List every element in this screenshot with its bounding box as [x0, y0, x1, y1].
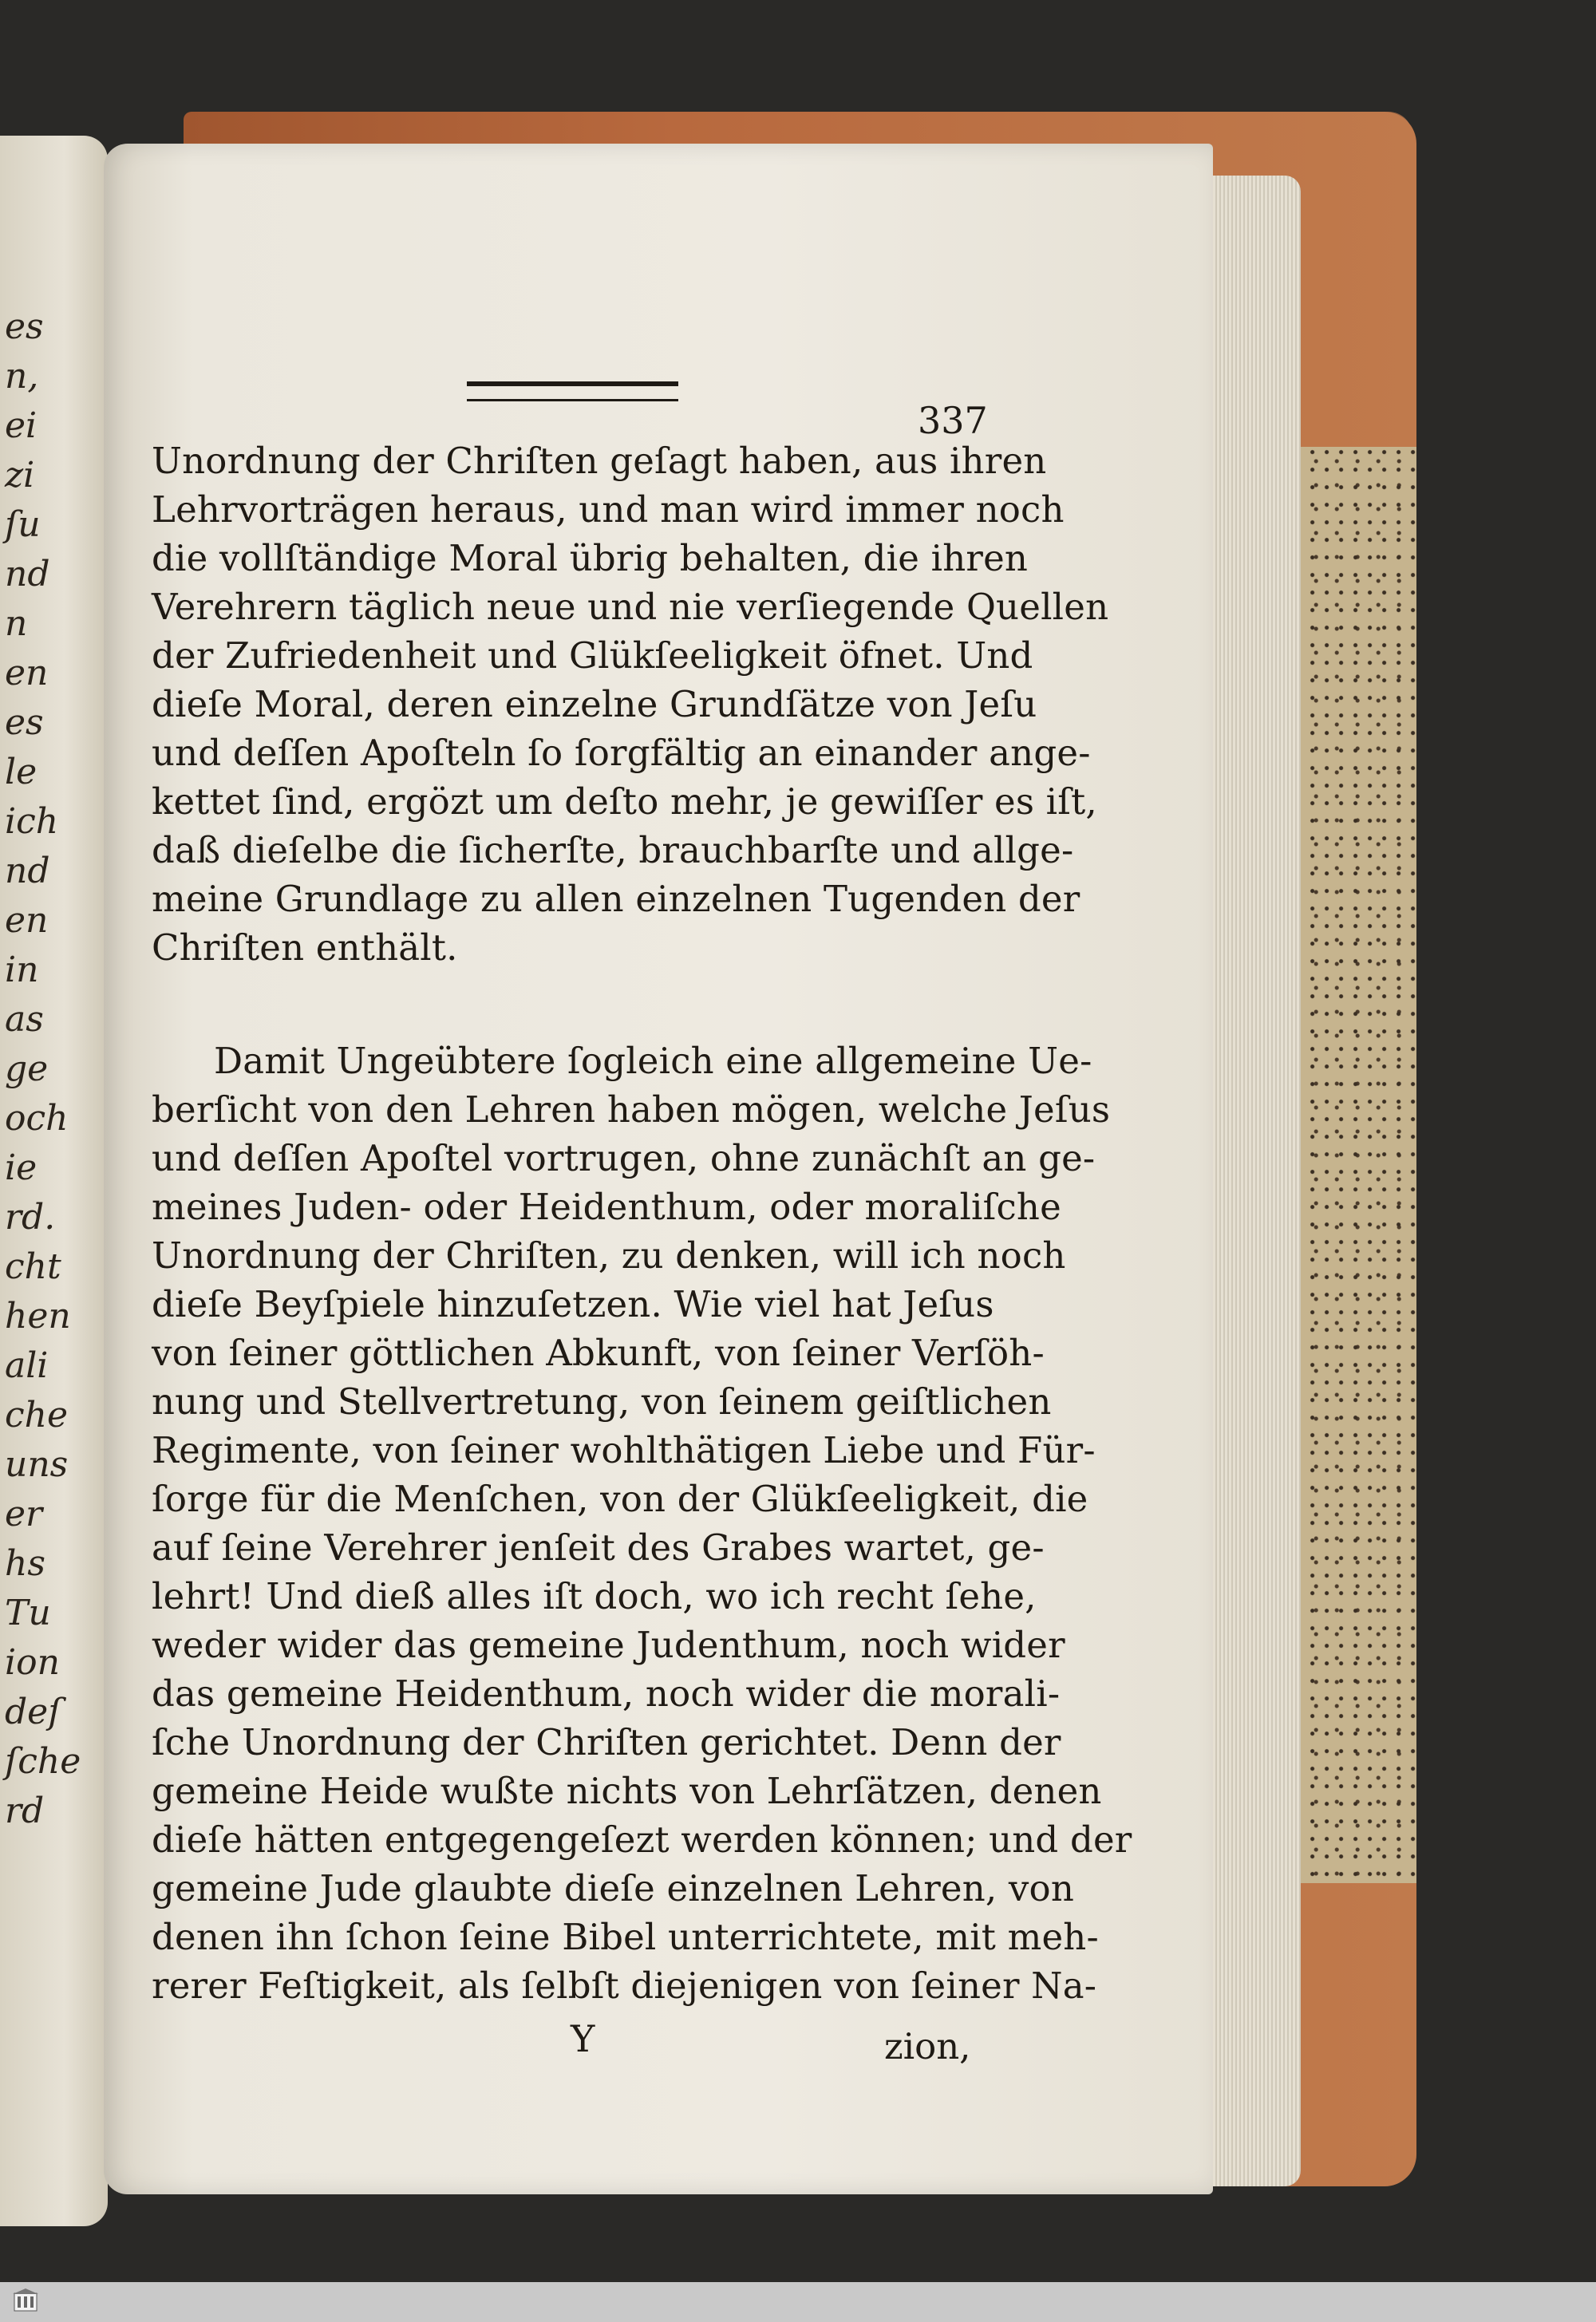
text-line: meines Juden- oder Heidenthum, oder moraliſche [152, 1186, 1061, 1228]
text-line: nung und Stellvertretung, von ſeinem geiſtlichen [152, 1380, 1052, 1423]
text-line: das gemeine Heidenthum, noch wider die morali- [152, 1672, 1061, 1715]
text-line: gemeine Jude glaubte dieſe einzelnen Lehren, von [152, 1867, 1075, 1909]
previous-page-fragment: ſche [5, 1741, 81, 1782]
previous-page-fragment: er [5, 1494, 43, 1534]
previous-page-fragment: rd [5, 1791, 45, 1831]
previous-page-fragment: Tu [5, 1593, 51, 1633]
previous-page-fragment: es [5, 702, 44, 743]
previous-page [0, 136, 108, 2226]
previous-page-fragment: nd [5, 851, 50, 891]
text-line: Damit Ungeübtere ſogleich eine allgemeine Ue- [214, 1040, 1092, 1082]
previous-page-fragment: rd. [5, 1197, 56, 1238]
previous-page-fragment: en [5, 653, 49, 693]
previous-page-fragment: in [5, 950, 39, 990]
previous-page-fragment: ali [5, 1345, 49, 1386]
text-line: weder wider das gemeine Judenthum, noch wider [152, 1624, 1065, 1666]
previous-page-fragment: che [5, 1395, 69, 1435]
signature-mark: Y [571, 2017, 595, 2060]
text-line: Unordnung der Chriſten, zu denken, will ich noch [152, 1234, 1066, 1277]
previous-page-fragment: ge [5, 1048, 49, 1089]
text-line: der Zufriedenheit und Glükſeeligkeit öfnet. Und [152, 634, 1033, 677]
text-line: rerer Feſtigkeit, als ſelbſt diejenigen von ſeiner Na- [152, 1965, 1097, 2007]
text-line: dieſe Moral, deren einzelne Grundſätze von Jeſu [152, 683, 1037, 725]
text-line: Chriſten enthält. [152, 926, 458, 969]
text-line: Verehrern täglich neue und nie verſiegende Quellen [152, 586, 1109, 628]
text-line: von ſeiner göttlichen Abkunft, von ſeiner Verſöh- [152, 1332, 1045, 1374]
text-line: lehrt! Und dieß alles iſt doch, wo ich recht ſehe, [152, 1575, 1037, 1617]
previous-page-fragment: zi [5, 455, 35, 496]
previous-page-fragment: le [5, 752, 38, 792]
previous-page-fragment: hs [5, 1543, 45, 1584]
text-line: und deſſen Apoſteln ſo ſorgfältig an einander ange- [152, 732, 1091, 774]
text-line: daß dieſelbe die ſicherſte, brauchbarſte und allge- [152, 829, 1074, 871]
library-logo-icon [11, 2287, 40, 2316]
previous-page-fragment: ion [5, 1642, 60, 1683]
text-line: dieſe hätten entgegengeſezt werden können; und der [152, 1819, 1132, 1861]
previous-page-fragment: nd [5, 554, 50, 594]
text-line: kettet ſind, ergözt um deſto mehr, je gewiſſer es iſt, [152, 780, 1097, 823]
text-line: und deſſen Apoſtel vortrugen, ohne zunächſt an ge- [152, 1137, 1096, 1179]
text-line: ſche Unordnung der Chriſten gerichtet. Denn der [152, 1721, 1061, 1763]
viewer-bottom-bar [0, 2282, 1596, 2322]
previous-page-fragment: cht [5, 1246, 61, 1287]
previous-page-fragment: es [5, 306, 44, 347]
previous-page-fragment: en [5, 900, 49, 941]
text-line: die vollſtändige Moral übrig behalten, die ihren [152, 537, 1029, 579]
text-line: denen ihn ſchon ſeine Bibel unterrichtete, mit meh- [152, 1916, 1099, 1958]
text-line: auf ſeine Verehrer jenſeit des Grabes wartet, ge- [152, 1526, 1045, 1569]
text-line: gemeine Heide wußte nichts von Lehrſätzen, denen [152, 1770, 1102, 1812]
previous-page-fragment: ich [5, 801, 59, 842]
previous-page-fragment: hen [5, 1296, 71, 1337]
previous-page-fragment: och [5, 1098, 69, 1139]
text-line: meine Grundlage zu allen einzelnen Tugenden der [152, 878, 1080, 920]
previous-page-fragment: n, [5, 356, 39, 397]
previous-page-fragment: uns [5, 1444, 69, 1485]
text-line: berſicht von den Lehren haben mögen, welche Jeſus [152, 1088, 1111, 1131]
page-number: 337 [918, 399, 988, 442]
text-line: Lehrvorträgen heraus, und man wird immer noch [152, 488, 1065, 531]
header-rule [467, 381, 678, 401]
previous-page-fragment: deſ [5, 1692, 61, 1732]
text-line: Regimente, von ſeiner wohlthätigen Liebe und Für- [152, 1429, 1096, 1471]
previous-page-fragment: ie [5, 1147, 38, 1188]
previous-page-fragment: ei [5, 405, 38, 446]
previous-page-fragment: ſu [5, 504, 41, 545]
marbled-cover-paper [1281, 447, 1416, 1883]
catchword: zion, [884, 2025, 971, 2067]
previous-page-fragment: as [5, 999, 44, 1040]
text-line: Unordnung der Chriſten geſagt haben, aus ihren [152, 440, 1047, 482]
previous-page-fragment: n [5, 603, 28, 644]
text-line: dieſe Beyſpiele hinzuſetzen. Wie viel hat Jeſus [152, 1283, 994, 1325]
text-line: ſorge für die Menſchen, von der Glükſeeligkeit, die [152, 1478, 1088, 1520]
